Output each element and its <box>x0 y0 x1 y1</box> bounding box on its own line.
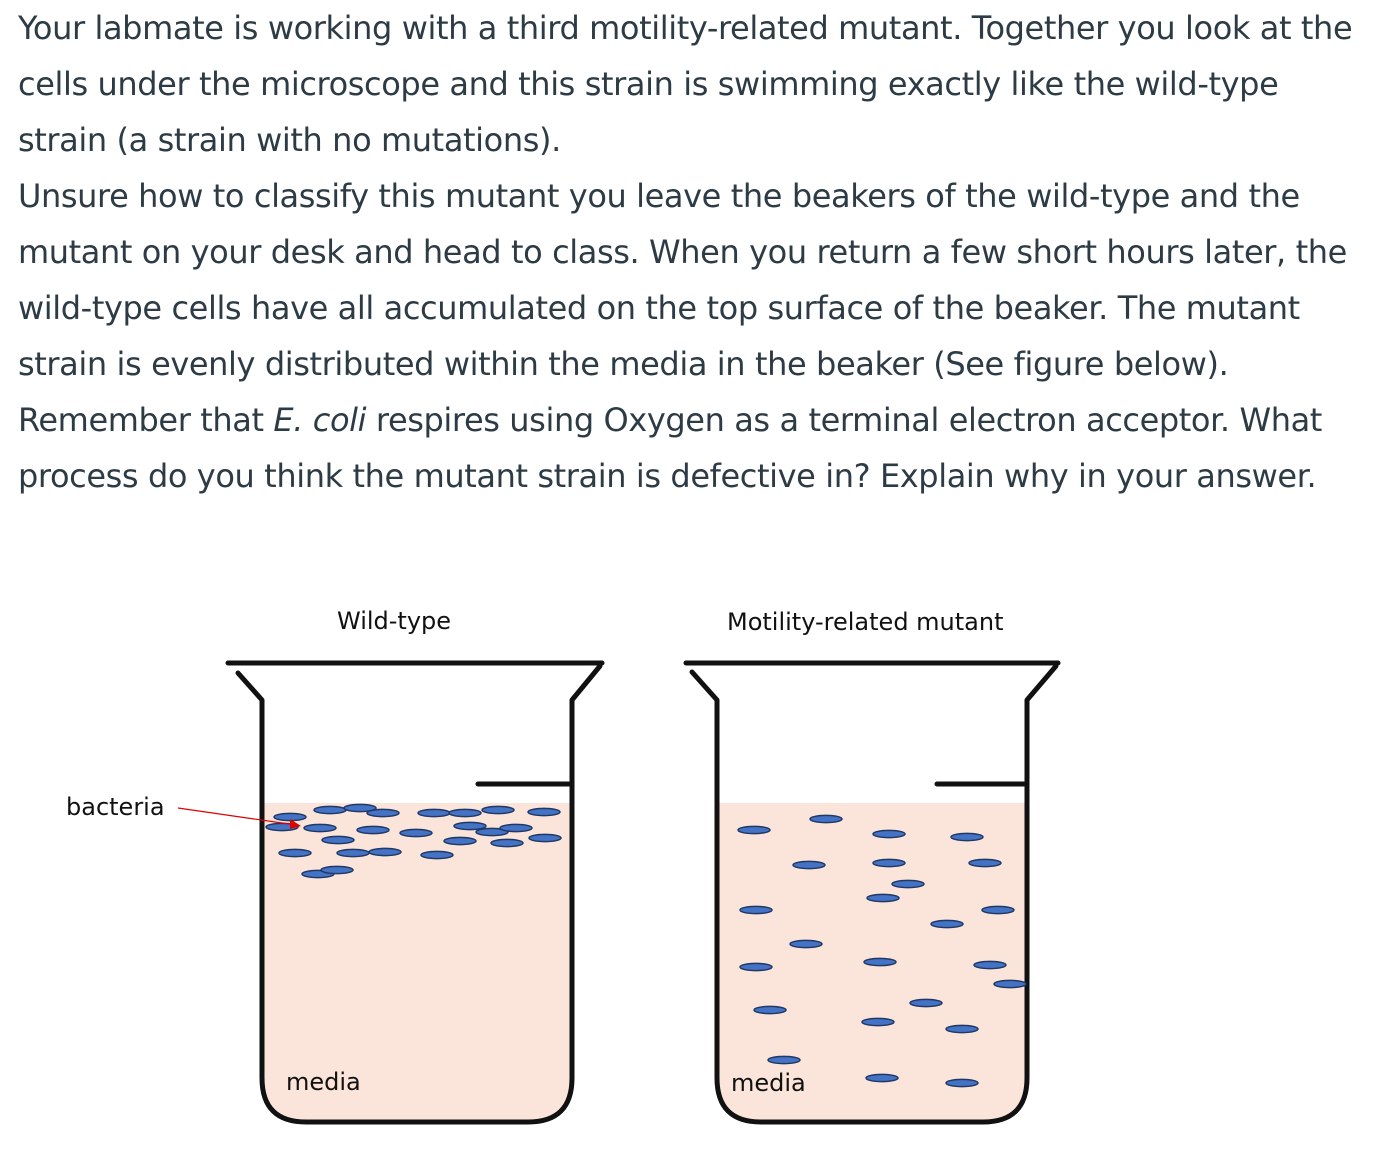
bacterium-cell <box>946 1079 978 1086</box>
wildtype-beaker <box>228 663 602 1122</box>
bacterium-cell <box>421 851 453 858</box>
bacterium-cell <box>444 837 476 844</box>
bacterium-cell <box>793 861 825 868</box>
media-label-right: media <box>731 1069 806 1097</box>
bacterium-cell <box>314 806 346 813</box>
question-paragraph-1: Your labmate is working with a third motility-related mutant. Together you look at the cells under the microscope and this strain is swimming exactly like the wild-type strain (a strain with no mutations). <box>18 9 1353 159</box>
bacterium-cell <box>369 848 401 855</box>
bacterium-cell <box>754 1006 786 1013</box>
bacterium-cell <box>357 826 389 833</box>
bacterium-cell <box>418 809 450 816</box>
bacterium-cell <box>279 849 311 856</box>
bacterium-cell <box>864 958 896 965</box>
bacterium-cell <box>969 859 1001 866</box>
organism-name: E. coli <box>273 401 367 439</box>
bacteria-label: bacteria <box>66 793 165 821</box>
bacterium-cell <box>321 866 353 873</box>
question-text-part-a: Unsure how to classify this mutant you leave the beakers of the wild-type and the mutant on your desk and head to class. When you return a few short hours later, the wild-type cells have all accumulated on the top surface of the beaker. The mutant strain is evenly distributed within the media in the beaker (See figure below). Remember that <box>18 177 1347 439</box>
bacterium-cell <box>449 809 481 816</box>
wildtype-title: Wild-type <box>337 607 452 635</box>
bacterium-cell <box>768 1056 800 1063</box>
bacterium-cell <box>367 809 399 816</box>
bacterium-cell <box>529 834 561 841</box>
bacterium-cell <box>951 833 983 840</box>
bacterium-cell <box>931 920 963 927</box>
media-label-left: media <box>286 1068 361 1096</box>
bacterium-cell <box>946 1025 978 1032</box>
mutant-beaker <box>686 663 1058 1122</box>
bacterium-cell <box>862 1018 894 1025</box>
bacterium-cell <box>500 824 532 831</box>
bacterium-cell <box>322 836 354 843</box>
bacterium-cell <box>910 999 942 1006</box>
bacterium-cell <box>491 839 523 846</box>
bacterium-cell <box>873 859 905 866</box>
bacterium-cell <box>994 980 1026 987</box>
bacterium-cell <box>790 940 822 947</box>
bacterium-cell <box>337 849 369 856</box>
bacterium-cell <box>528 808 560 815</box>
bacterium-cell <box>810 815 842 822</box>
bacterium-cell <box>454 822 486 829</box>
mutant-title: Motility-related mutant <box>727 608 1004 636</box>
bacterium-cell <box>740 906 772 913</box>
bacterium-cell <box>892 880 924 887</box>
bacterium-cell <box>974 961 1006 968</box>
bacterium-cell <box>738 826 770 833</box>
bacterium-cell <box>304 824 336 831</box>
question-text-part-b: respires using Oxygen as a terminal electron acceptor. What process do you think the mutant strain is defective in? Explain why in your answer. <box>18 401 1322 495</box>
bacterium-cell <box>982 906 1014 913</box>
bacterium-cell <box>482 806 514 813</box>
bacterium-cell <box>873 830 905 837</box>
bacterium-cell <box>866 1074 898 1081</box>
bacterium-cell <box>867 894 899 901</box>
bacterium-cell <box>740 963 772 970</box>
bacterium-cell <box>400 829 432 836</box>
